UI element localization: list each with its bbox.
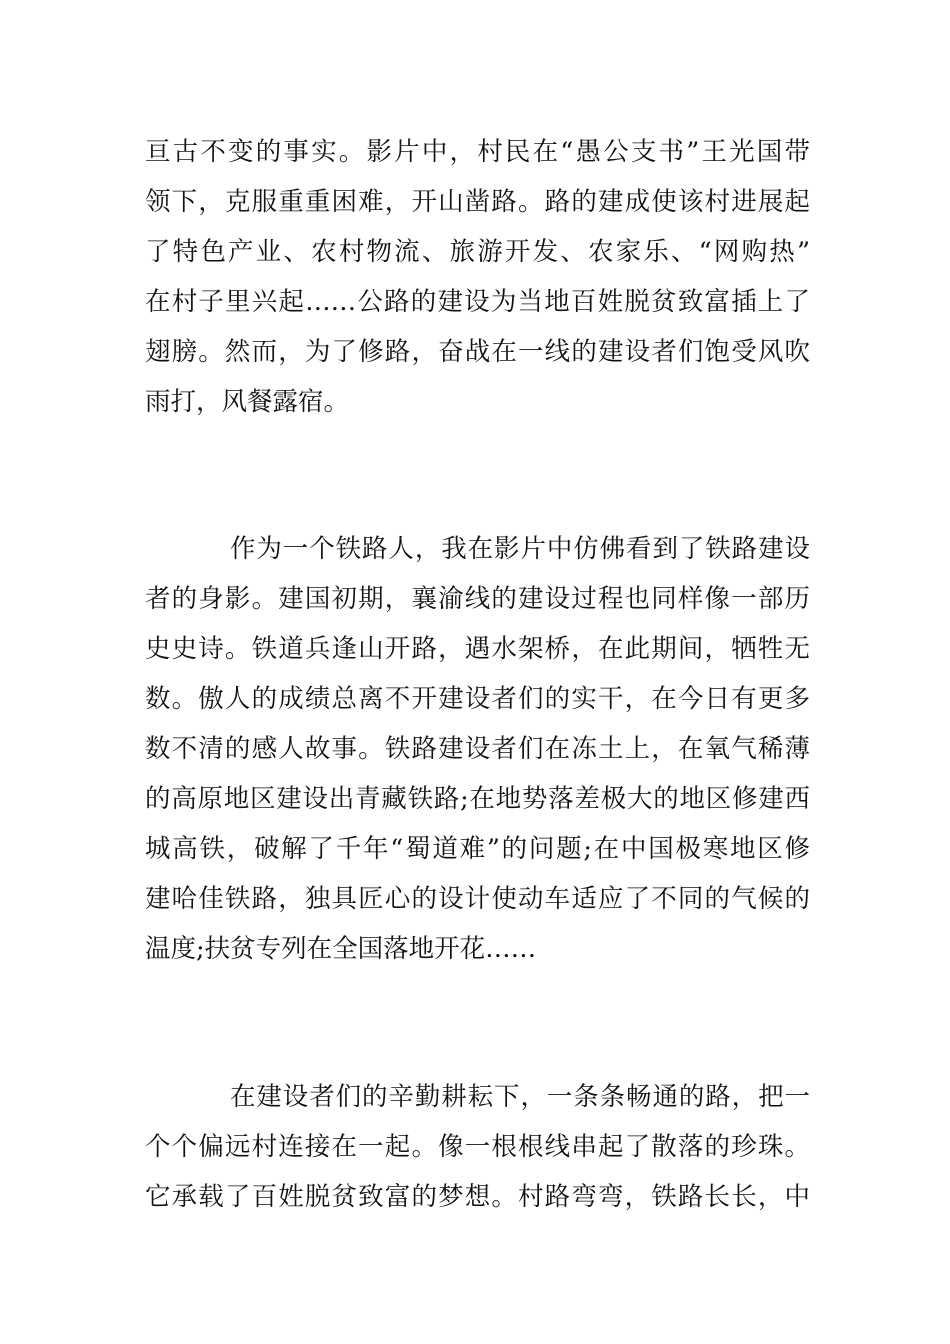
text-line: 翅膀。然而，为了修路，奋战在一线的建设者们饱受风吹 <box>145 337 810 367</box>
text-line: 者的身影。建国初期，襄渝线的建设过程也同样像一部历 <box>145 584 810 614</box>
text-line: 在建设者们的辛勤耕耘下，一条条畅通的路，把一 <box>230 1082 810 1112</box>
text-line: 温度;扶贫专列在全国落地开花…… <box>145 934 537 964</box>
text-line: 雨打，风餐露宿。 <box>145 387 350 417</box>
text-line: 建哈佳铁路，独具匠心的设计使动车适应了不同的气候的 <box>145 884 810 914</box>
text-line: 个个偏远村连接在一起。像一根根线串起了散落的珍珠。 <box>145 1132 810 1162</box>
text-line: 领下，克服重重困难，开山凿路。路的建成使该村进展起 <box>145 187 810 217</box>
text-line: 数。傲人的成绩总离不开建设者们的实干，在今日有更多 <box>145 684 810 714</box>
text-line: 作为一个铁路人，我在影片中仿佛看到了铁路建设 <box>230 534 810 564</box>
text-line: 了特色产业、农村物流、旅游开发、农家乐、“网购热” <box>145 237 810 267</box>
text-line: 城高铁，破解了千年“蜀道难”的问题;在中国极寒地区修 <box>145 834 810 864</box>
text-line: 数不清的感人故事。铁路建设者们在冻土上，在氧气稀薄 <box>145 734 810 764</box>
text-line: 它承载了百姓脱贫致富的梦想。村路弯弯，铁路长长，中 <box>145 1182 810 1212</box>
text-line: 史史诗。铁道兵逢山开路，遇水架桥，在此期间，牺牲无 <box>145 634 810 664</box>
text-line: 的高原地区建设出青藏铁路;在地势落差极大的地区修建西 <box>145 784 810 814</box>
text-line: 在村子里兴起……公路的建设为当地百姓脱贫致富插上了 <box>145 287 810 317</box>
text-line: 亘古不变的事实。影片中，村民在“愚公支书”王光国带 <box>145 137 810 167</box>
